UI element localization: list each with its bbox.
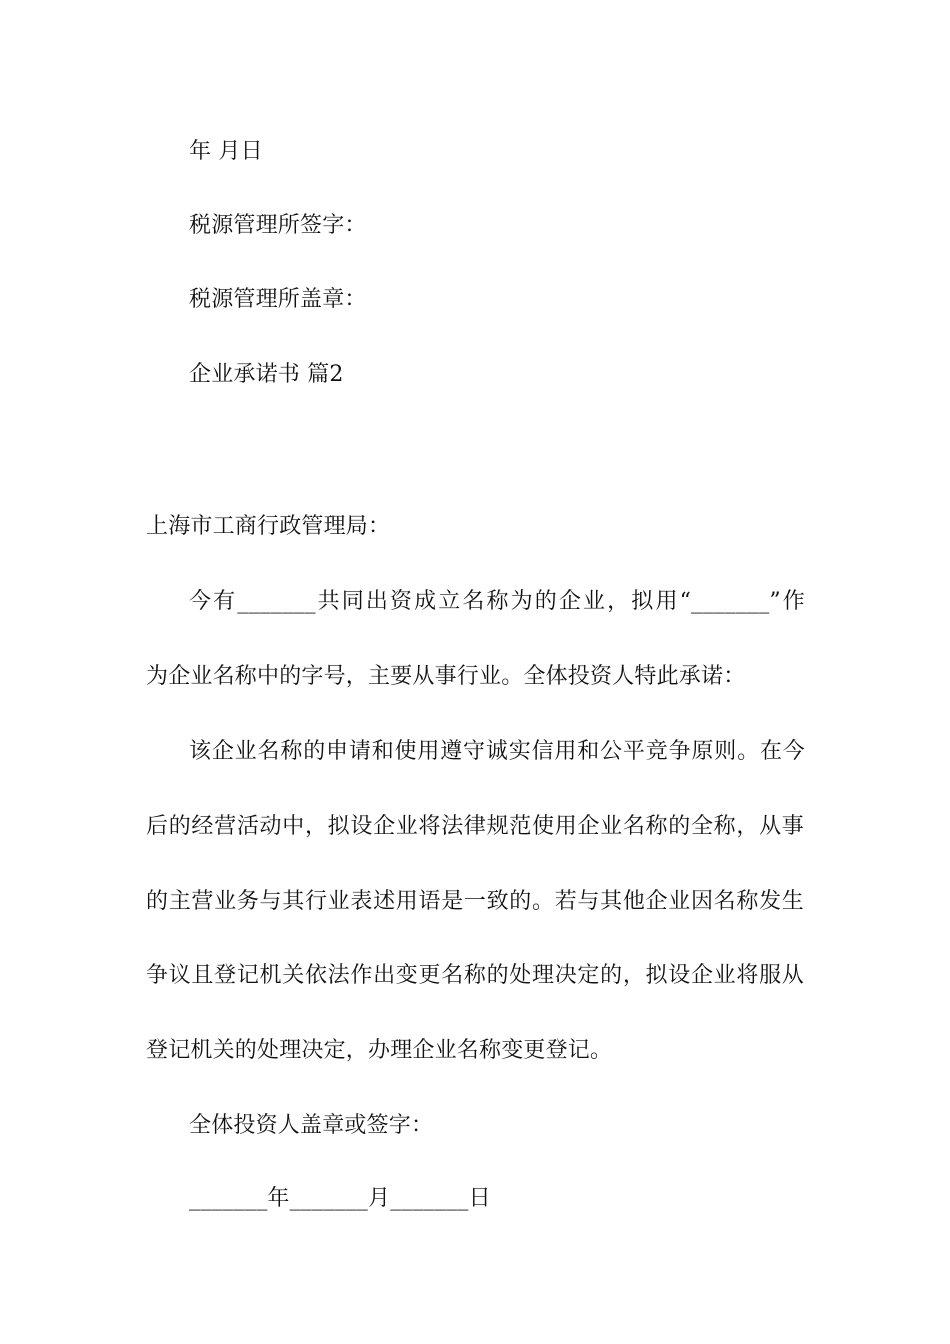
paragraph2-line2: 后的经营活动中，拟设企业将法律规范使用企业名称的全称，从事 bbox=[146, 814, 804, 839]
paragraph2-line5: 登记机关的处理决定，办理企业名称变更登记。 bbox=[146, 1038, 613, 1063]
paragraph1-line1: 今有_______共同出资成立名称为的企业，拟用“_______”作 bbox=[189, 589, 805, 614]
tax-office-signature: 税源管理所签字： bbox=[189, 213, 367, 238]
final-date-line: _______年_______月_______日 bbox=[189, 1186, 491, 1211]
date-line: 年 月日 bbox=[189, 139, 263, 164]
paragraph2-line4: 争议且登记机关依法作出变更名称的处理决定的，拟设企业将服从 bbox=[146, 963, 804, 988]
tax-office-seal: 税源管理所盖章： bbox=[189, 287, 367, 312]
section-title: 企业承诺书 篇2 bbox=[189, 362, 344, 387]
addressee: 上海市工商行政管理局： bbox=[146, 514, 391, 539]
investor-signature: 全体投资人盖章或签字： bbox=[189, 1113, 434, 1138]
paragraph2-line1: 该企业名称的申请和使用遵守诚实信用和公平竞争原则。在今 bbox=[189, 739, 805, 764]
paragraph1-line2: 为企业名称中的字号，主要从事行业。全体投资人特此承诺： bbox=[146, 664, 746, 689]
paragraph2-line3: 的主营业务与其行业表述用语是一致的。若与其他企业因名称发生 bbox=[146, 889, 804, 914]
